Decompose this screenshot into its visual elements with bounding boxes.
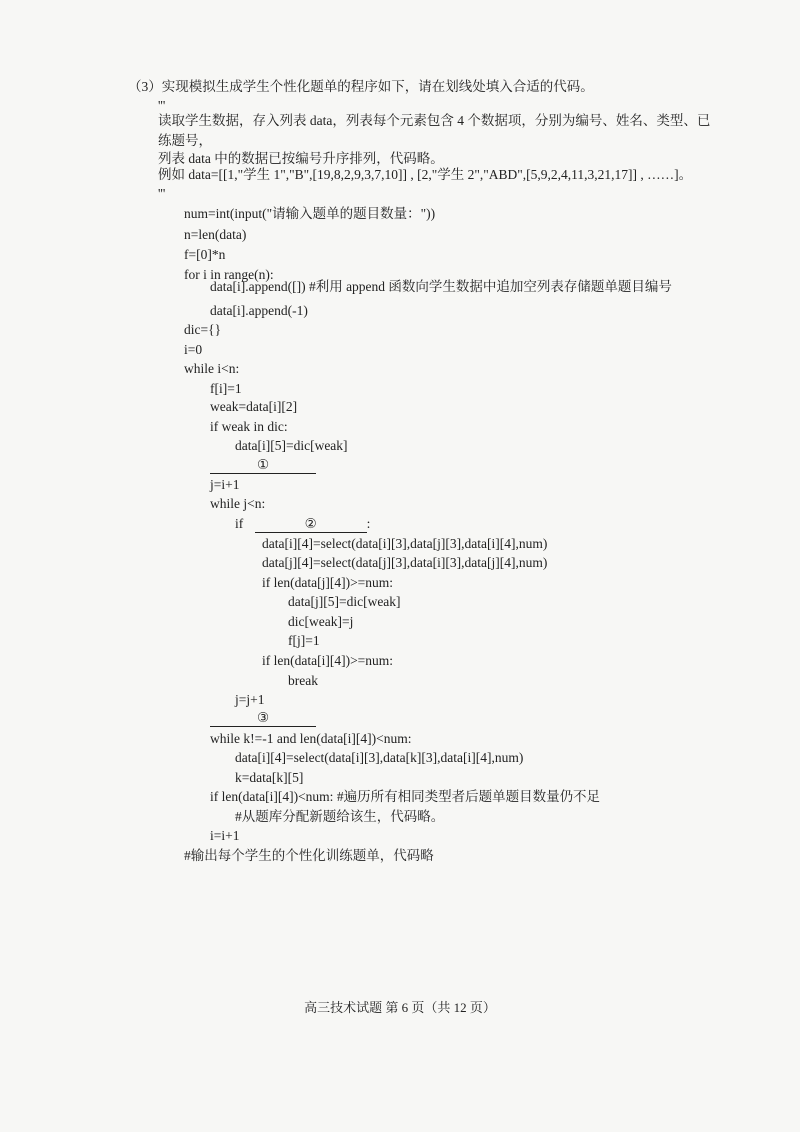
docstring-close: ''' xyxy=(158,186,166,201)
if-colon: : xyxy=(366,516,371,531)
code-line-i-init: i=0 xyxy=(184,342,203,357)
code-line-if-len-i: if len(data[i][4])>=num: xyxy=(262,653,394,668)
code-line-if-blank xyxy=(235,515,370,533)
code-line-dicweak: dic[weak]=j xyxy=(288,614,354,629)
docstring-line-3: 列表 data 中的数据已按编号升序排列，代码略。 xyxy=(158,151,444,166)
code-line-while-j: while j<n: xyxy=(210,496,266,511)
code-line-for: for i in range(n): xyxy=(184,267,274,282)
code-line-if-len-lt: if len(data[i][4])<num: #遍历所有相同类型者后题单题目数量仍不足 xyxy=(210,789,601,804)
code-line-k-next: k=data[k][5] xyxy=(235,770,304,785)
code-line-if-weak: if weak in dic: xyxy=(210,419,288,434)
docstring-line-1: 读取学生数据，存入列表 data，列表每个元素包含 4 个数据项，分别为编号、姓名、类型、已 xyxy=(158,113,711,128)
code-line-append-list: data[i].append([]) #利用 append 函数向学生数据中追加空列表存储题单题目编号 xyxy=(210,279,672,294)
code-line-select-k: data[i][4]=select(data[i][3],data[k][3],data[i][4],num) xyxy=(235,750,524,765)
code-line-len: n=len(data) xyxy=(184,227,247,242)
code-line-fj: f[j]=1 xyxy=(288,633,320,648)
code-line-if-len-j: if len(data[j][4])>=num: xyxy=(262,575,394,590)
code-line-select-i: data[i][4]=select(data[i][3],data[j][3],data[i][4],num) xyxy=(262,536,548,551)
code-line-select-j: data[j][4]=select(data[j][3],data[i][3],data[j][4],num) xyxy=(262,555,548,570)
code-line-weak: weak=data[i][2] xyxy=(210,399,298,414)
code-line-f-init: f=[0]*n xyxy=(184,247,226,262)
code-line-while-i: while i<n: xyxy=(184,361,240,376)
code-line-j-inc: j=j+1 xyxy=(235,692,265,707)
code-line-dic-assign: data[i][5]=dic[weak] xyxy=(235,438,348,453)
docstring-line-2: 练题号， xyxy=(158,133,212,148)
docstring-line-4: 例如 data=[[1,"学生 1","B",[19,8,2,9,3,7,10]] , [2,"学生 2","ABD",[5,9,2,4,11,3,21,17]] , ……]。 xyxy=(158,167,693,182)
code-line-num-input: num=int(input("请输入题单的题目数量：")) xyxy=(184,206,436,221)
code-line-break: break xyxy=(288,673,318,688)
if-keyword: if xyxy=(235,516,244,531)
code-line-dic-init: dic={} xyxy=(184,322,222,337)
blank-1-marker: ① xyxy=(210,457,316,474)
blank-3-marker: ③ xyxy=(210,710,316,727)
code-line-output-comment: #输出每个学生的个性化训练题单，代码略 xyxy=(184,848,434,863)
blank-2-marker[interactable]: ② xyxy=(255,516,367,533)
code-line-fi: f[i]=1 xyxy=(210,381,242,396)
page-footer: 高三技术试题 第 6 页（共 12 页） xyxy=(304,1000,496,1015)
answer-blank-3[interactable] xyxy=(210,709,316,727)
code-line-append-neg1: data[i].append(-1) xyxy=(210,303,308,318)
code-line-j-init: j=i+1 xyxy=(210,477,240,492)
code-line-dataj5: data[j][5]=dic[weak] xyxy=(288,594,401,609)
docstring-open: ''' xyxy=(158,98,166,113)
code-line-i-inc: i=i+1 xyxy=(210,828,240,843)
code-line-while-k: while k!=-1 and len(data[i][4])<num: xyxy=(210,731,412,746)
question-intro: （3）实现模拟生成学生个性化题单的程序如下，请在划线处填入合适的代码。 xyxy=(128,79,594,94)
answer-blank-1[interactable] xyxy=(210,456,316,474)
code-line-comment-assign: #从题库分配新题给该生，代码略。 xyxy=(235,809,445,824)
